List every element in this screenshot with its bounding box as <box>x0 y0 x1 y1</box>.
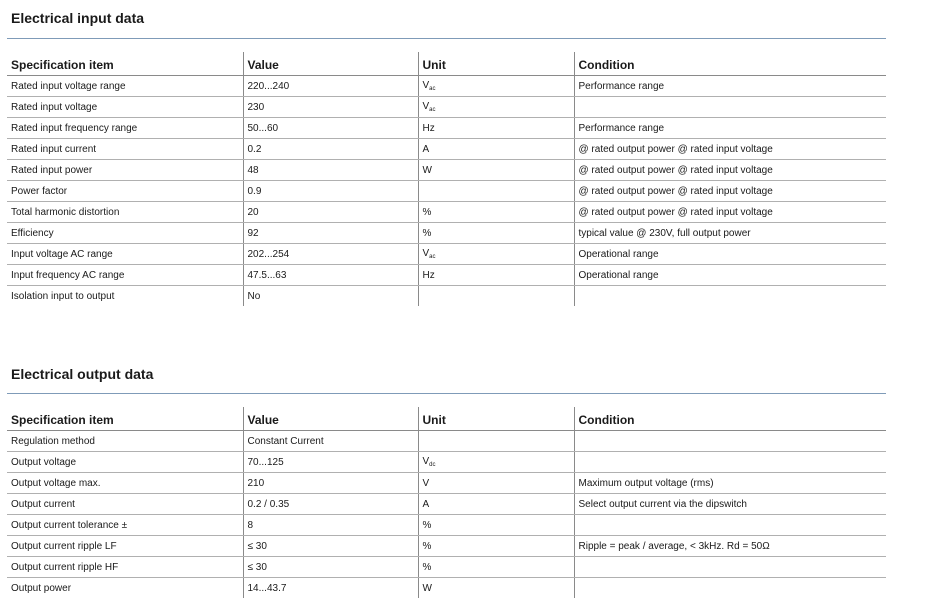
cell-item-text: Rated input frequency range <box>11 122 138 134</box>
cell-condition-text: Select output current via the dipswitch <box>578 498 747 510</box>
cell-item-text: Regulation method <box>11 435 95 447</box>
cell-unit-text: Hz <box>422 122 435 134</box>
cell-unit <box>418 494 574 515</box>
cell-item <box>7 76 243 97</box>
cell-item-text: Total harmonic distortion <box>11 206 120 218</box>
cell-condition <box>574 160 886 181</box>
cell-unit-text: V <box>422 456 430 467</box>
cell-item-text: Rated input power <box>11 164 93 176</box>
cell-value-text: ≤ 30 <box>247 540 267 552</box>
cell-condition <box>574 139 886 160</box>
cell-item <box>7 223 243 244</box>
cell-condition-text: Operational range <box>578 269 659 281</box>
cell-unit <box>418 223 574 244</box>
cell-value-text: 14...43.7 <box>247 582 287 594</box>
cell-value-text: 70...125 <box>247 456 284 468</box>
unit-subscript: ac <box>429 254 436 260</box>
cell-value-text: ≤ 30 <box>247 561 267 573</box>
table-row <box>7 536 886 557</box>
cell-unit <box>418 160 574 181</box>
cell-unit-text: V <box>422 248 430 259</box>
cell-item-text: Efficiency <box>11 227 54 239</box>
cell-unit-text: V <box>422 80 430 91</box>
cell-value-text: 0.9 <box>247 185 262 197</box>
cell-item-text: Output current ripple HF <box>11 561 119 573</box>
cell-item-text: Rated input voltage <box>11 101 98 113</box>
cell-condition <box>574 494 886 515</box>
cell-condition <box>574 118 886 139</box>
cell-condition-text: Ripple = peak / average, < 3kHz. Rd = 50Ω <box>578 540 770 552</box>
cell-value <box>243 139 418 160</box>
cell-condition <box>574 181 886 202</box>
cell-item <box>7 118 243 139</box>
cell-value <box>243 244 418 265</box>
cell-condition <box>574 286 886 307</box>
cell-item <box>7 202 243 223</box>
cell-unit-text: Hz <box>422 269 435 281</box>
cell-unit-text: % <box>422 206 432 218</box>
table-row <box>7 202 886 223</box>
output-table-body <box>7 431 886 599</box>
cell-value <box>243 515 418 536</box>
section-divider <box>7 393 886 394</box>
cell-unit <box>418 286 574 307</box>
cell-item-text: Output current tolerance ± <box>11 519 128 531</box>
cell-item <box>7 97 243 118</box>
cell-condition-text: Performance range <box>578 80 665 92</box>
cell-unit-text: W <box>422 582 432 594</box>
cell-condition <box>574 223 886 244</box>
table-row <box>7 139 886 160</box>
column-header-value: Value <box>243 52 418 76</box>
cell-condition <box>574 97 886 118</box>
cell-unit <box>418 473 574 494</box>
cell-value <box>243 265 418 286</box>
cell-value-text: 230 <box>247 101 265 113</box>
cell-value-text: 47.5...63 <box>247 269 287 281</box>
cell-condition-text: @ rated output power @ rated input voltage <box>578 206 773 218</box>
table-row <box>7 557 886 578</box>
column-header-item: Specification item <box>7 407 243 431</box>
cell-value <box>243 97 418 118</box>
cell-value-text: 8 <box>247 519 254 531</box>
cell-condition-text: @ rated output power @ rated input voltage <box>578 185 773 197</box>
cell-unit <box>418 557 574 578</box>
unit-subscript: ac <box>429 107 436 113</box>
cell-value-text: 202...254 <box>247 248 290 260</box>
cell-condition-text: Maximum output voltage (rms) <box>578 477 714 489</box>
cell-item-text: Output power <box>11 582 72 594</box>
table-header-row <box>7 407 886 431</box>
cell-unit-text: V <box>422 477 430 489</box>
cell-unit-text: W <box>422 164 432 176</box>
cell-condition <box>574 431 886 452</box>
cell-value-text: 210 <box>247 477 265 489</box>
cell-value <box>243 181 418 202</box>
cell-item-text: Isolation input to output <box>11 290 115 302</box>
cell-value <box>243 286 418 307</box>
table-row <box>7 244 886 265</box>
cell-condition <box>574 202 886 223</box>
table-row <box>7 97 886 118</box>
column-header-item: Specification item <box>7 52 243 76</box>
table-header-row <box>7 52 886 76</box>
cell-condition-text: @ rated output power @ rated input voltage <box>578 164 773 176</box>
cell-unit-text: A <box>422 143 430 155</box>
cell-unit-text: V <box>422 101 430 112</box>
cell-item-text: Power factor <box>11 185 68 197</box>
cell-value-text: 20 <box>247 206 259 218</box>
table-row <box>7 76 886 97</box>
cell-value-text: Constant Current <box>247 435 324 447</box>
cell-condition <box>574 452 886 473</box>
cell-condition <box>574 536 886 557</box>
cell-value <box>243 452 418 473</box>
cell-value <box>243 557 418 578</box>
cell-item <box>7 181 243 202</box>
cell-unit <box>418 536 574 557</box>
cell-value <box>243 223 418 244</box>
cell-item-text: Output voltage <box>11 456 77 468</box>
cell-condition-text: typical value @ 230V, full output power <box>578 227 751 239</box>
section-title: Electrical output data <box>11 366 154 382</box>
column-header-condition: Condition <box>574 52 886 76</box>
cell-unit <box>418 181 574 202</box>
cell-value-text: 220...240 <box>247 80 290 92</box>
cell-value <box>243 431 418 452</box>
cell-item <box>7 160 243 181</box>
table-row <box>7 265 886 286</box>
cell-value <box>243 160 418 181</box>
table-row <box>7 473 886 494</box>
unit-subscript: ac <box>429 86 436 92</box>
cell-unit <box>418 97 574 118</box>
cell-unit <box>418 76 574 97</box>
cell-item <box>7 494 243 515</box>
cell-item <box>7 286 243 307</box>
cell-item <box>7 452 243 473</box>
cell-unit <box>418 118 574 139</box>
table-row <box>7 494 886 515</box>
cell-unit <box>418 244 574 265</box>
cell-value <box>243 536 418 557</box>
cell-value-text: 0.2 / 0.35 <box>247 498 290 510</box>
section-divider <box>7 38 886 39</box>
cell-item-text: Rated input voltage range <box>11 80 126 92</box>
cell-unit <box>418 515 574 536</box>
cell-item <box>7 265 243 286</box>
cell-unit-text: A <box>422 498 430 510</box>
cell-condition-text: Operational range <box>578 248 659 260</box>
table-row <box>7 181 886 202</box>
table-row <box>7 515 886 536</box>
cell-item <box>7 431 243 452</box>
cell-unit <box>418 578 574 599</box>
cell-condition-text: @ rated output power @ rated input voltage <box>578 143 773 155</box>
cell-item-text: Output current ripple LF <box>11 540 117 552</box>
cell-item <box>7 139 243 160</box>
cell-condition-text: Performance range <box>578 122 665 134</box>
cell-condition <box>574 557 886 578</box>
cell-value <box>243 494 418 515</box>
cell-item <box>7 578 243 599</box>
column-header-value: Value <box>243 407 418 431</box>
cell-item-text: Output current <box>11 498 75 510</box>
cell-item-text: Input frequency AC range <box>11 269 125 281</box>
table-row <box>7 223 886 244</box>
cell-item-text: Input voltage AC range <box>11 248 113 260</box>
cell-item <box>7 557 243 578</box>
table-row <box>7 286 886 307</box>
cell-unit <box>418 202 574 223</box>
table-row <box>7 431 886 452</box>
cell-unit-text: % <box>422 540 432 552</box>
cell-value <box>243 118 418 139</box>
section-title: Electrical input data <box>11 10 145 26</box>
cell-item <box>7 515 243 536</box>
cell-value-text: 0.2 <box>247 143 262 155</box>
table-row <box>7 118 886 139</box>
cell-item <box>7 536 243 557</box>
cell-unit <box>418 452 574 473</box>
cell-condition <box>574 578 886 599</box>
input-table-body <box>7 76 886 307</box>
cell-unit-text: % <box>422 519 432 531</box>
cell-value-text: 48 <box>247 164 259 176</box>
cell-unit <box>418 139 574 160</box>
cell-unit-text: % <box>422 227 432 239</box>
cell-value <box>243 578 418 599</box>
cell-value-text: 92 <box>247 227 259 239</box>
cell-value <box>243 473 418 494</box>
unit-subscript: dc <box>429 462 436 468</box>
cell-condition <box>574 515 886 536</box>
cell-unit <box>418 431 574 452</box>
column-header-unit: Unit <box>418 407 574 431</box>
cell-value <box>243 76 418 97</box>
cell-value-text: 50...60 <box>247 122 279 134</box>
column-header-unit: Unit <box>418 52 574 76</box>
cell-value <box>243 202 418 223</box>
cell-unit <box>418 265 574 286</box>
cell-condition <box>574 244 886 265</box>
column-header-condition: Condition <box>574 407 886 431</box>
table-row <box>7 160 886 181</box>
cell-condition <box>574 76 886 97</box>
cell-condition <box>574 473 886 494</box>
output-spec-table <box>7 407 886 598</box>
cell-unit-text: % <box>422 561 432 573</box>
cell-item <box>7 473 243 494</box>
cell-item-text: Rated input current <box>11 143 97 155</box>
cell-condition <box>574 265 886 286</box>
cell-value-text: No <box>247 290 261 302</box>
table-row <box>7 452 886 473</box>
input-spec-table <box>7 52 886 306</box>
cell-item <box>7 244 243 265</box>
table-row <box>7 578 886 599</box>
cell-item-text: Output voltage max. <box>11 477 101 489</box>
